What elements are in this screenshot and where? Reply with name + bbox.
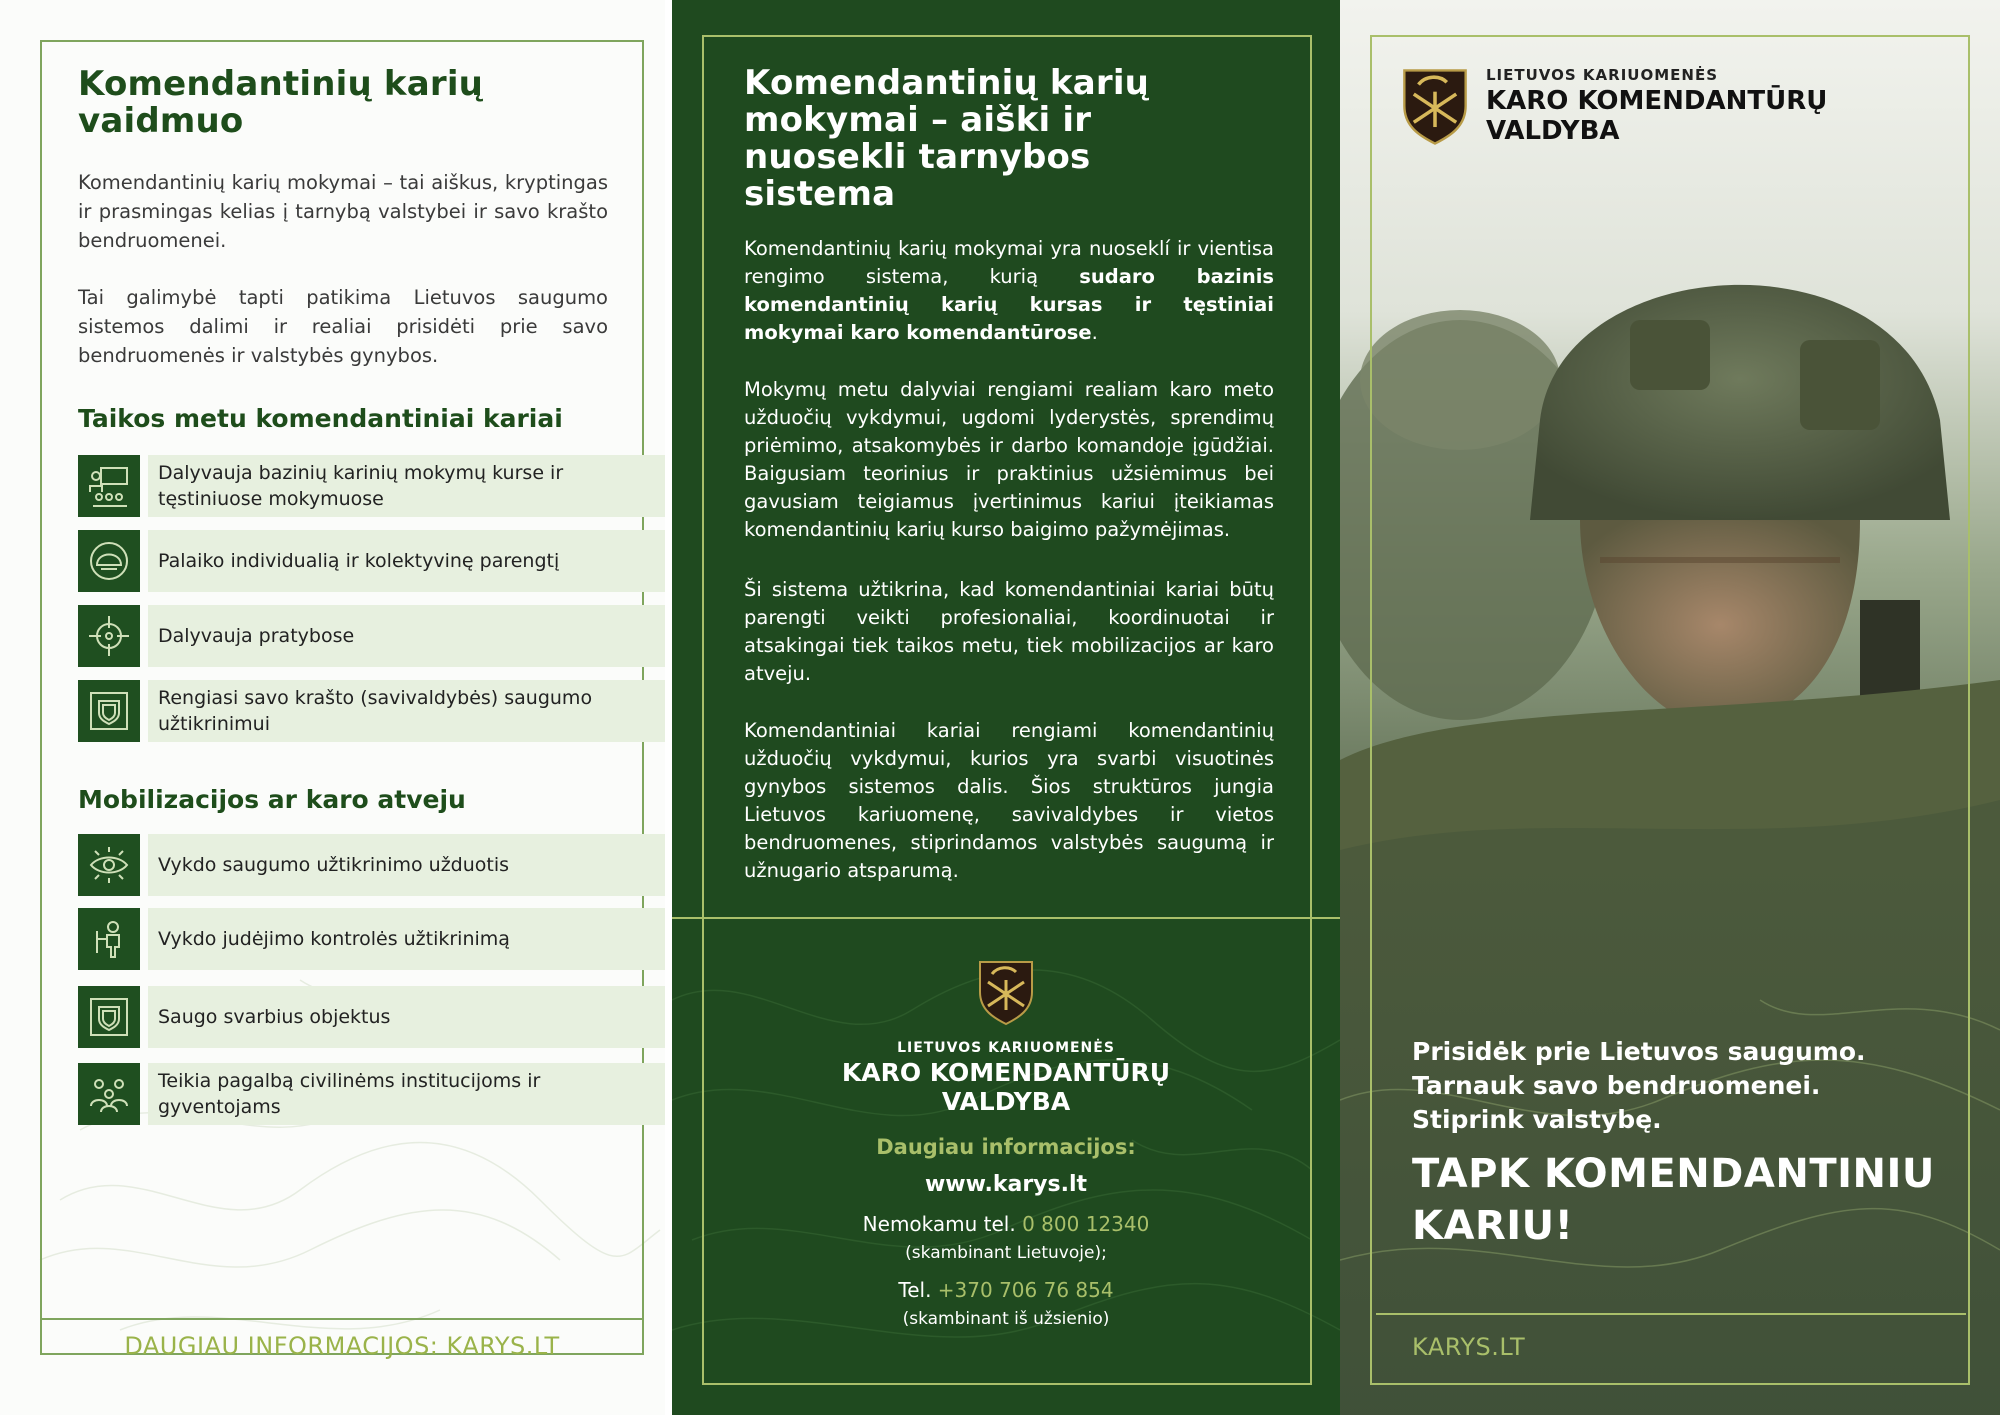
list-item [78, 530, 608, 592]
list-item-text: Palaiko individualią ir kolektyvinę parengtį [158, 550, 560, 572]
eye-icon [78, 834, 140, 896]
slogan-line-3: Stiprink valstybę. [1412, 1105, 1662, 1134]
left-title: Komendantinių karių vaidmuo [78, 64, 484, 141]
list-item [78, 908, 608, 970]
list-item-text: Dalyvauja bazinių karinių mokymų kurse ir tęstiniuose mokymuose [158, 462, 564, 510]
free-phone-label: Nemokamu tel. [862, 1212, 1016, 1236]
free-phone-number[interactable]: 0 800 12340 [1022, 1212, 1150, 1236]
more-info-label: Daugiau informacijos: [876, 1135, 1136, 1159]
list-item-text: Teikia pagalbą civilinėms institucijoms ir gyventojams [158, 1070, 541, 1118]
list-item-text: Vykdo judėjimo kontrolės užtikrinimą [158, 928, 510, 950]
org-name-line-2: VALDYBA [941, 1087, 1071, 1116]
paragraph-text-end: . [1091, 321, 1098, 344]
shield-icon [78, 986, 140, 1048]
right-footer[interactable]: KARYS.LT [1412, 1333, 1526, 1361]
helmet-icon [78, 530, 140, 592]
org-name-line-1: KARO KOMENDANTŪRŲ [1486, 86, 1828, 116]
crosshair-icon [78, 605, 140, 667]
list-item [78, 455, 608, 517]
middle-paragraph-2: Mokymų metu dalyviai rengiami realiam karo meto užduočių vykdymui, ugdomi lyderystės, sprendimų priėmimo, atsakomybės ir darbo komandoje įgūdžiai. Baigusiam teorinius ir praktinius užsiėmimus bei gavusiam teigiamus įvertinimus kariui įteikiamas komendantinių karių kurso baigimo pažymėjimas. [744, 378, 1274, 541]
list-item-text: Saugo svarbius objektus [158, 1006, 391, 1028]
classroom-icon [78, 455, 140, 517]
phone-number[interactable]: +370 706 76 854 [937, 1278, 1114, 1302]
org-name-line-2: VALDYBA [1486, 116, 1620, 146]
list-item-text: Rengiasi savo krašto (savivaldybės) saugumo užtikrinimui [158, 687, 593, 735]
slogan [1412, 1035, 1866, 1137]
shield-icon [78, 680, 140, 742]
phone-line [672, 1278, 1340, 1302]
middle-panel [672, 0, 1340, 1415]
slogan-line-1: Prisidėk prie Lietuvos saugumo. [1412, 1037, 1866, 1066]
left-footer-divider [40, 1318, 644, 1320]
list-item-text: Vykdo saugumo užtikrinimo užduotis [158, 854, 510, 876]
org-name-small: LIETUVOS KARIUOMENĖS [897, 1040, 1115, 1056]
list-item [78, 1063, 608, 1125]
right-footer-divider [1376, 1313, 1966, 1315]
middle-divider [672, 917, 1340, 919]
crest-icon [1402, 68, 1468, 146]
phone-note: (skambinant iš užsienio) [902, 1309, 1110, 1329]
slogan-line-2: Tarnauk savo bendruomenei. [1412, 1071, 1821, 1100]
org-name [672, 1058, 1340, 1116]
paragraph-text: Komendantinių karių mokymai yra nuoseklí ir vientisa rengimo sistema, kurią [744, 237, 1274, 288]
call-to-action [1412, 1148, 1935, 1252]
crest-icon [978, 960, 1034, 1026]
peace-heading: Taikos metu komendantiniai kariai [78, 404, 563, 433]
left-panel [0, 0, 665, 1415]
list-item [78, 986, 608, 1048]
left-intro-2: Tai galimybė tapti patikima Lietuvos saugumo sistemos dalimi ir realiai prisidėti prie savo bendruomenės ir valstybės gynybos. [78, 286, 608, 367]
list-item [78, 680, 608, 742]
people-support-icon [78, 1063, 140, 1125]
cta-line-1: TAPK KOMENDANTINIU [1412, 1151, 1935, 1197]
traffic-control-icon [78, 908, 140, 970]
free-phone-note: (skambinant Lietuvoje); [905, 1243, 1107, 1263]
middle-paragraph-1 [744, 235, 1274, 347]
org-name [1486, 86, 1827, 146]
war-heading: Mobilizacijos ar karo atveju [78, 785, 466, 814]
paragraph-bold-text: sudaro bazinis komendantinių karių kursas ir tęstiniai mokymai karo komendantūrose [744, 265, 1274, 344]
list-item-text: Dalyvauja pratybose [158, 625, 355, 647]
org-name-line-1: KARO KOMENDANTŪRŲ [841, 1058, 1171, 1087]
list-item [78, 605, 608, 667]
middle-paragraph-3: Ši sistema užtikrina, kad komendantiniai kariai būtų parengti veikti profesionaliai, koordinuotai ir atsakingai tiek taikos metu, tiek mobilizacijos ar karo atveju. [744, 578, 1274, 685]
middle-title: Komendantinių karių mokymai – aiški ir nuosekli tarnybos sistema [744, 63, 1150, 214]
org-name-small: LIETUVOS KARIUOMENĖS [1486, 66, 1718, 84]
website-link[interactable]: www.karys.lt [924, 1172, 1088, 1197]
middle-paragraph-4: Komendantiniai kariai rengiami komendantinių užduočių vykdymui, kurios yra svarbi visuotinės gynybos sistemos dalis. Šios struktūros jungia Lietuvos kariuomenę, savivaldybes ir vietos bendruomenes, stiprindamos valstybės saugumą ir užnugario atsparumą. [744, 719, 1274, 882]
phone-label: Tel. [898, 1278, 932, 1302]
cta-line-2: KARIU! [1412, 1203, 1574, 1249]
free-phone-line [672, 1212, 1340, 1236]
left-intro-1: Komendantinių karių mokymai – tai aiškus, kryptingas ir prasmingas kelias į tarnybą valstybei ir savo krašto bendruomenei. [78, 171, 608, 252]
left-footer: DAUGIAU INFORMACIJOS: KARYS.LT [124, 1332, 560, 1360]
list-item [78, 834, 608, 896]
right-panel [1340, 0, 2000, 1415]
